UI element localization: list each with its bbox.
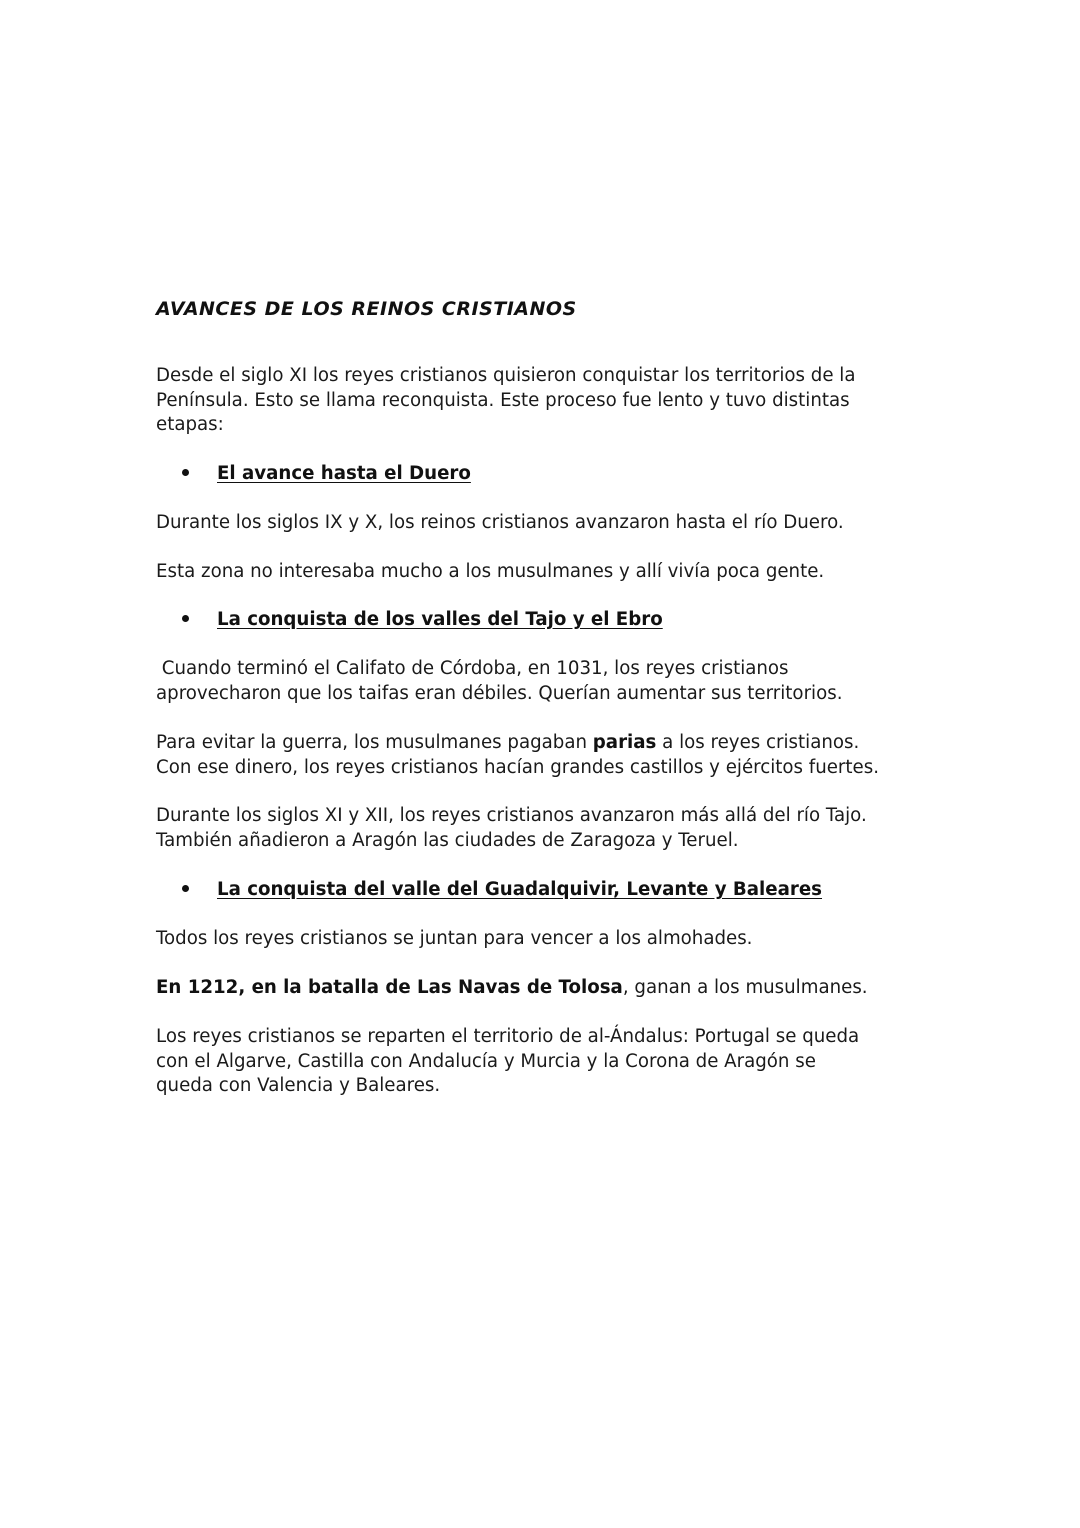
paragraph-line: Durante los siglos IX y X, los reinos cristianos avanzaron hasta el río Duero.: [156, 512, 844, 533]
section-1-bullet: [182, 462, 471, 486]
section-2-paragraph-3: [156, 804, 946, 853]
paragraph-line: También añadieron a Aragón las ciudades de Zaragoza y Teruel.: [156, 829, 739, 851]
battle-highlight: En 1212, en la batalla de Las Navas de Tolosa: [156, 977, 623, 998]
section-3-paragraph-3: [156, 1025, 946, 1099]
paragraph-line: Cuando terminó el Califato de Córdoba, en 1031, los reyes cristianos: [156, 658, 789, 679]
section-2-bullet: [182, 608, 663, 632]
section-3-heading: La conquista del valle del Guadalquivir, Levante y Baleares: [217, 879, 823, 900]
paragraph-line: [156, 731, 946, 756]
text-run: , ganan a los musulmanes.: [622, 977, 868, 998]
section-1-paragraph-2: [156, 560, 946, 585]
intro-paragraph: [156, 364, 946, 438]
intro-line: Desde el siglo XI los reyes cristianos quisieron conquistar los territorios de la: [156, 365, 856, 386]
paragraph-line: con el Algarve, Castilla con Andalucía y Murcia y la Corona de Aragón se: [156, 1050, 816, 1072]
section-1-paragraph-1: [156, 511, 946, 536]
paragraph-line: Durante los siglos XI y XII, los reyes cristianos avanzaron más allá del río Tajo.: [156, 805, 867, 826]
section-1-heading: El avance hasta el Duero: [217, 463, 471, 484]
bullet-icon: [182, 885, 189, 892]
parias-term: parias: [592, 732, 657, 753]
bullet-icon: [182, 469, 189, 476]
section-3-paragraph-1: [156, 927, 946, 952]
bullet-icon: [182, 615, 189, 622]
section-3-paragraph-2: [156, 976, 946, 1001]
page-title: AVANCES DE LOS REINOS CRISTIANOS: [156, 298, 577, 320]
text-run: a los reyes cristianos.: [656, 732, 860, 753]
section-2-paragraph-2: [156, 731, 946, 780]
paragraph-line: Esta zona no interesaba mucho a los musulmanes y allí vivía poca gente.: [156, 561, 825, 582]
intro-line: Península. Esto se llama reconquista. Este proceso fue lento y tuvo distintas: [156, 389, 850, 411]
paragraph-line: queda con Valencia y Baleares.: [156, 1075, 441, 1096]
paragraph-line: [156, 976, 946, 1001]
section-2-heading: La conquista de los valles del Tajo y el Ebro: [217, 609, 663, 630]
paragraph-line: aprovecharon que los taifas eran débiles. Querían aumentar sus territorios.: [156, 682, 843, 704]
paragraph-line: Los reyes cristianos se reparten el territorio de al-Ándalus: Portugal se queda: [156, 1026, 860, 1047]
intro-line: etapas:: [156, 414, 224, 435]
section-2-paragraph-1: [156, 657, 946, 706]
section-3-bullet: [182, 878, 822, 902]
paragraph-line: Con ese dinero, los reyes cristianos hacían grandes castillos y ejércitos fuertes.: [156, 756, 879, 778]
paragraph-line: Todos los reyes cristianos se juntan para vencer a los almohades.: [156, 928, 753, 949]
text-run: Para evitar la guerra, los musulmanes pagaban: [156, 732, 593, 753]
